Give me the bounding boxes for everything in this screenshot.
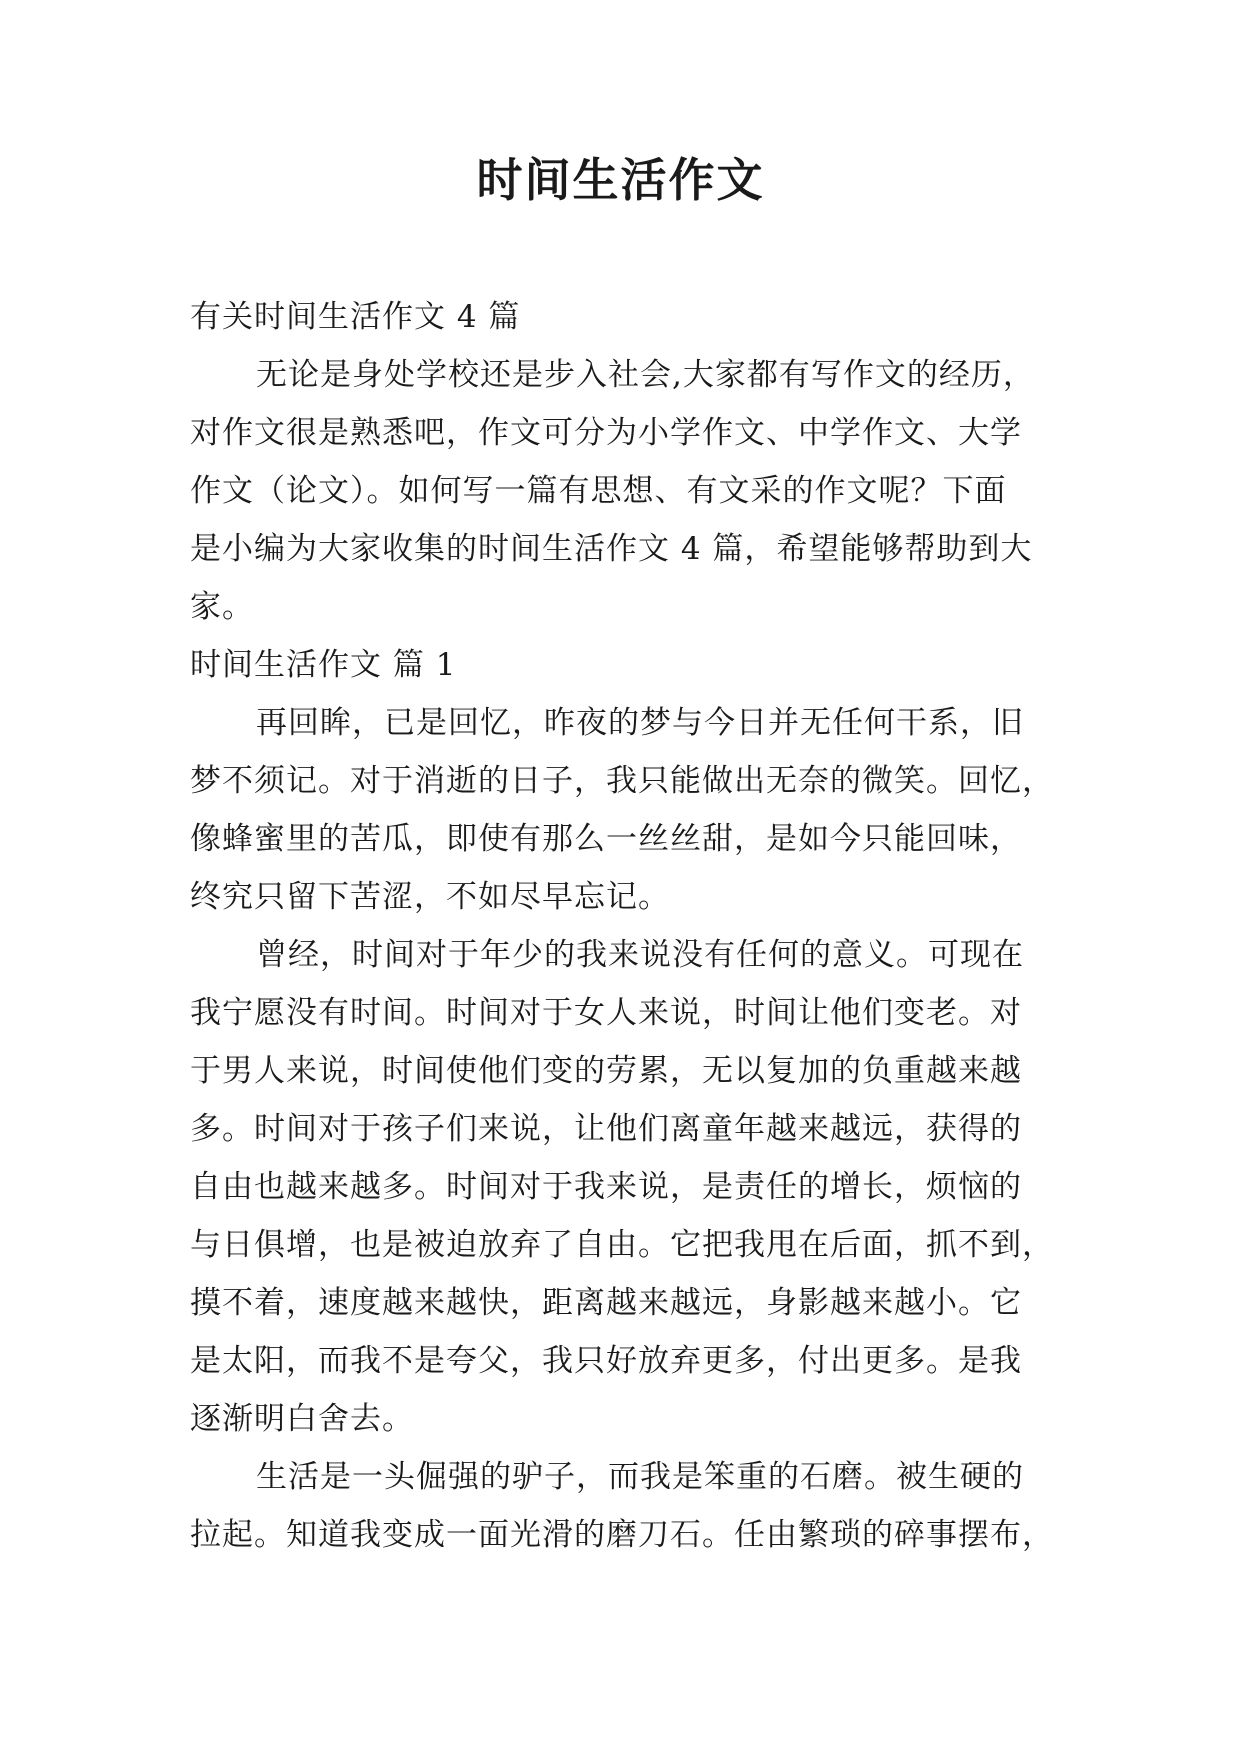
paragraph-line: 多。时间对于孩子们来说，让他们离童年越来越远，获得的 — [190, 1111, 1022, 1147]
paragraph-line: 终究只留下苦涩，不如尽早忘记。 — [190, 879, 670, 915]
paragraph-line: 于男人来说，时间使他们变的劳累，无以复加的负重越来越 — [190, 1053, 1022, 1089]
document-subtitle: 有关时间生活作文 4 篇 — [190, 299, 521, 335]
document-title: 时间生活作文 — [476, 153, 765, 207]
paragraph-line: 像蜂蜜里的苦瓜，即使有那么一丝丝甜，是如今只能回味， — [190, 821, 1022, 857]
section-heading: 时间生活作文 篇 1 — [190, 647, 457, 683]
paragraph-line: 无论是身处学校还是步入社会,大家都有写作文的经历， — [256, 357, 1035, 393]
paragraph-1 — [190, 694, 1060, 926]
document-body — [190, 288, 1060, 1564]
paragraph-2 — [190, 926, 1060, 1448]
paragraph-line: 家。 — [190, 589, 254, 625]
paragraph-line: 自由也越来越多。时间对于我来说，是责任的增长，烦恼的 — [190, 1169, 1022, 1205]
paragraph-line: 梦不须记。对于消逝的日子，我只能做出无奈的微笑。回忆， — [190, 763, 1054, 799]
paragraph-line: 我宁愿没有时间。时间对于女人来说，时间让他们变老。对 — [190, 995, 1022, 1031]
paragraph-line: 再回眸，已是回忆，昨夜的梦与今日并无任何干系，旧 — [256, 705, 1024, 741]
paragraph-line: 曾经，时间对于年少的我来说没有任何的意义。可现在 — [256, 937, 1024, 973]
paragraph-line: 对作文很是熟悉吧，作文可分为小学作文、中学作文、大学 — [190, 415, 1022, 451]
paragraph-line: 生活是一头倔强的驴子，而我是笨重的石磨。被生硬的 — [256, 1459, 1024, 1495]
intro-paragraph — [190, 346, 1060, 636]
paragraph-line: 是小编为大家收集的时间生活作文 4 篇，希望能够帮助到大 — [190, 531, 1033, 567]
paragraph-line: 摸不着，速度越来越快，距离越来越远，身影越来越小。它 — [190, 1285, 1022, 1321]
paragraph-line: 与日俱增，也是被迫放弃了自由。它把我甩在后面，抓不到， — [190, 1227, 1054, 1263]
paragraph-3 — [190, 1448, 1060, 1564]
paragraph-line: 拉起。知道我变成一面光滑的磨刀石。任由繁琐的碎事摆布， — [190, 1517, 1054, 1553]
paragraph-line: 作文（论文）。如何写一篇有思想、有文采的作文呢？下面 — [190, 473, 1007, 509]
paragraph-line: 逐渐明白舍去。 — [190, 1401, 414, 1437]
paragraph-line: 是太阳，而我不是夸父，我只好放弃更多，付出更多。是我 — [190, 1343, 1022, 1379]
